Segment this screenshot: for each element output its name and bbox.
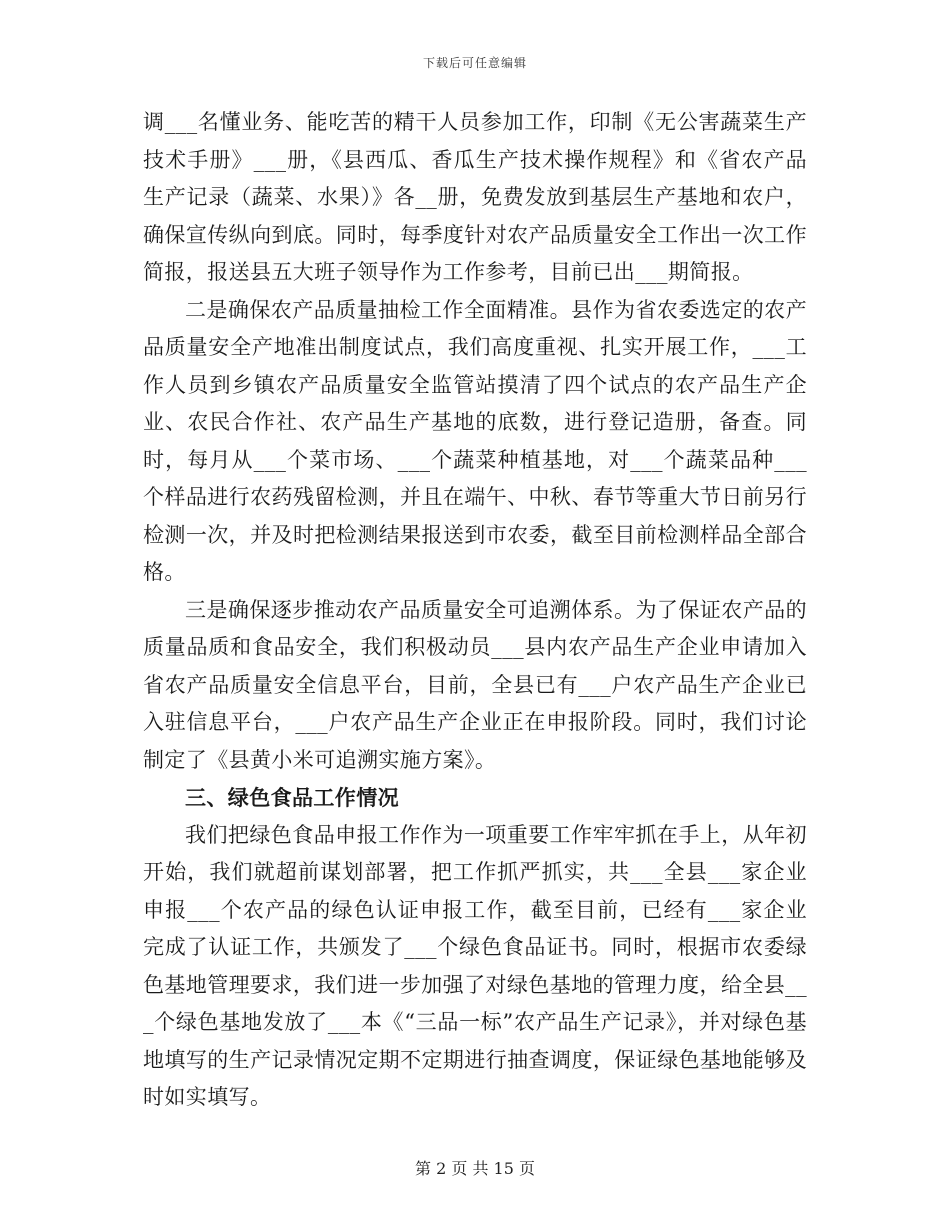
page-number: 第 2 页 共 15 页 bbox=[415, 1159, 535, 1178]
page-header: 下载后可任意编辑 bbox=[422, 56, 527, 70]
paragraph-4: 我们把绿色食品申报工作作为一项重要工作牢牢抓在手上，从年初开始，我们就超前谋划部署，把工作抓严抓实，共___全县___家企业申报___个农产品的绿色认证申报工作，截至目前，已经有___家企业完成了认证工作，共颁发了___个绿色食品证书。同时，根据市农委绿色基地管理要求，我们进一步加强了对绿色基地的管理力度，给全县___个绿色基地发放了___本《“三品一标”农产品生产记录》，并对绿色基地填写的生产记录情况定期不定期进行抽查调度，保证绿色基地能够及时如实填写。 bbox=[143, 822, 807, 1109]
paragraph-2: 二是确保农产品质量抽检工作全面精准。县作为省农委选定的农产品质量安全产地准出制度试点，我们高度重视、扎实开展工作，___工作人员到乡镇农产品质量安全监管站摸清了四个试点的农产品生产企业、农民合作社、农产品生产基地的底数，进行登记造册，备查。同时，每月从___个菜市场、___个蔬菜种植基地，对___个蔬菜品种___个样品进行农药残留检测，并且在端午、中秋、春节等重大节日前另行检测一次，并及时把检测结果报送到市农委，截至目前检测样品全部合格。 bbox=[143, 297, 807, 584]
paragraph-1: 调___名懂业务、能吃苦的精干人员参加工作，印制《无公害蔬菜生产技术手册》___册，《县西瓜、香瓜生产技术操作规程》和《省农产品生产记录（蔬菜、水果）》各__册，免费发放到基层生产基地和农户，确保宣传纵向到底。同时，每季度针对农产品质量安全工作出一次工作简报，报送县五大班子领导作为工作参考，目前已出___期简报。 bbox=[143, 110, 807, 284]
document-body bbox=[143, 104, 807, 1117]
section-heading: 三、绿色食品工作情况 bbox=[185, 785, 399, 810]
paragraph-3: 三是确保逐步推动农产品质量安全可追溯体系。为了保证农产品的质量品质和食品安全，我们积极动员___县内农产品生产企业申请加入省农产品质量安全信息平台，目前，全县已有___户农产品生产企业已入驻信息平台，___户农产品生产企业正在申报阶段。同时，我们讨论制定了《县黄小米可追溯实施方案》。 bbox=[143, 597, 807, 772]
